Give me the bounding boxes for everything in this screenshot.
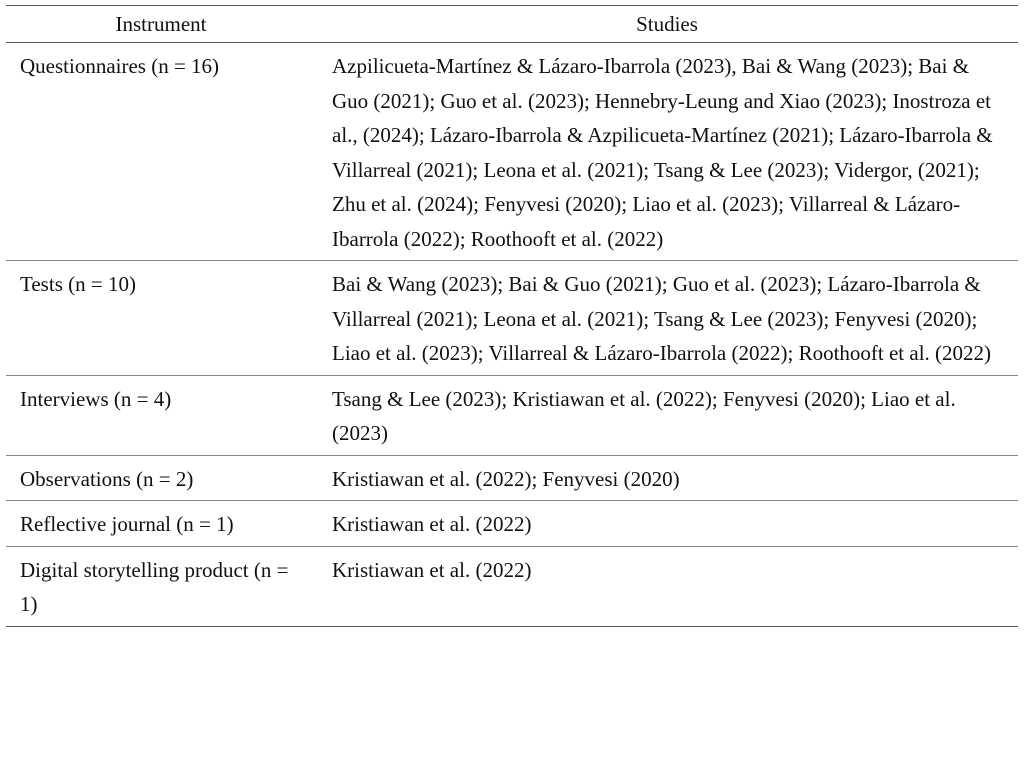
table-row	[6, 43, 1018, 261]
studies-cell: Tsang & Lee (2023); Kristiawan et al. (2022); Fenyvesi (2020); Liao et al. (2023)	[316, 375, 1018, 455]
studies-cell: Azpilicueta-Martínez & Lázaro-Ibarrola (2023), Bai & Wang (2023); Bai & Guo (2021); Guo et al. (2023); Hennebry-Leung and Xiao (2023); Inostroza et al., (2024); Lázaro-Ibarrola & Azpilicueta-Martínez (2021); Lázaro-Ibarrola & Villarreal (2021); Leona et al. (2021); Tsang & Lee (2023); Vidergor, (2021); Zhu et al. (2024); Fenyvesi (2020); Liao et al. (2023); Villarreal & Lázaro-Ibarrola (2022); Roothooft et al. (2022)	[316, 43, 1018, 261]
table-row	[6, 546, 1018, 626]
instrument-cell: Interviews (n = 4)	[6, 375, 316, 455]
instrument-cell: Reflective journal (n = 1)	[6, 501, 316, 547]
table-header-row	[6, 6, 1018, 43]
instrument-cell: Observations (n = 2)	[6, 455, 316, 501]
studies-cell: Bai & Wang (2023); Bai & Guo (2021); Guo et al. (2023); Lázaro-Ibarrola & Villarreal (2021); Leona et al. (2021); Tsang & Lee (2023); Fenyvesi (2020); Liao et al. (2023); Villarreal & Lázaro-Ibarrola (2022); Roothooft et al. (2022)	[316, 261, 1018, 376]
header-studies: Studies	[316, 6, 1018, 43]
studies-cell: Kristiawan et al. (2022); Fenyvesi (2020)	[316, 455, 1018, 501]
instruments-table	[6, 5, 1018, 627]
table-row	[6, 501, 1018, 547]
instrument-cell: Digital storytelling product (n = 1)	[6, 546, 316, 626]
instrument-cell: Questionnaires (n = 16)	[6, 43, 316, 261]
studies-cell: Kristiawan et al. (2022)	[316, 546, 1018, 626]
table-row	[6, 261, 1018, 376]
table-row	[6, 455, 1018, 501]
studies-cell: Kristiawan et al. (2022)	[316, 501, 1018, 547]
header-instrument: Instrument	[6, 6, 316, 43]
instrument-cell: Tests (n = 10)	[6, 261, 316, 376]
table-row	[6, 375, 1018, 455]
